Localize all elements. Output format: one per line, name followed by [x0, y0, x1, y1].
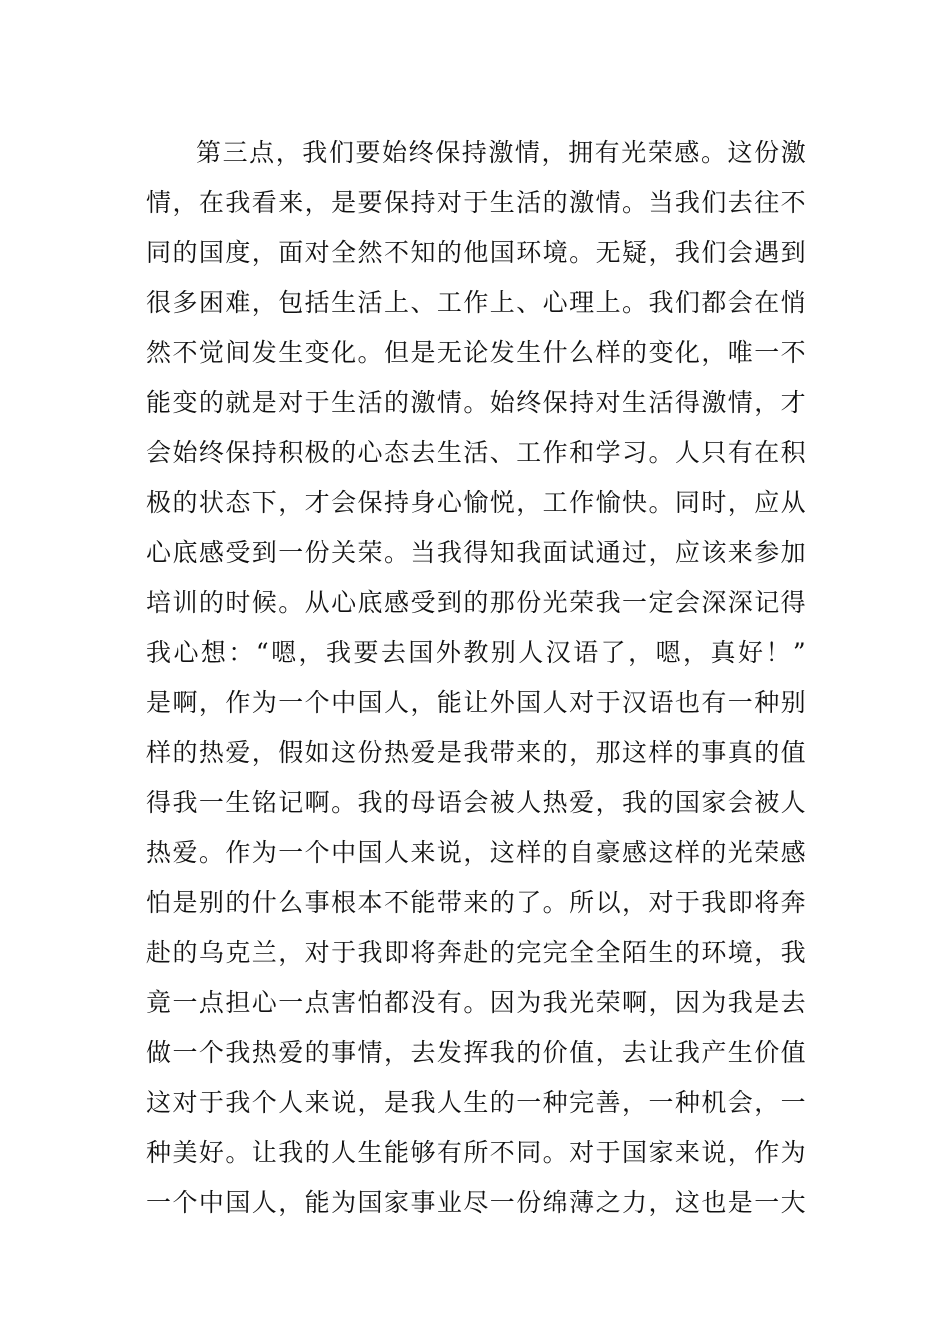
text-line: 培训的时候。从心底感受到的那份光荣我一定会深深记得 [146, 588, 806, 617]
text-line: 同的国度，面对全然不知的他国环境。无疑，我们会遇到 [146, 238, 806, 267]
body-paragraph [146, 128, 806, 1228]
text-line: 能变的就是对于生活的激情。始终保持对生活得激情，才 [146, 388, 806, 417]
text-line: 很多困难，包括生活上、工作上、心理上。我们都会在悄 [146, 288, 806, 317]
text-line: 情，在我看来，是要保持对于生活的激情。当我们去往不 [146, 188, 806, 217]
text-line: 一个中国人，能为国家事业尽一份绵薄之力，这也是一大 [146, 1188, 806, 1217]
text-line: 赴的乌克兰，对于我即将奔赴的完完全全陌生的环境，我 [146, 938, 806, 967]
text-line: 我心想：“嗯，我要去国外教别人汉语了，嗯，真好！” [146, 638, 806, 667]
text-line: 心底感受到一份关荣。当我得知我面试通过，应该来参加 [146, 538, 806, 567]
text-line: 怕是别的什么事根本不能带来的了。所以，对于我即将奔 [146, 888, 806, 917]
text-line: 热爱。作为一个中国人来说，这样的自豪感这样的光荣感 [146, 838, 806, 867]
text-line: 然不觉间发生变化。但是无论发生什么样的变化，唯一不 [146, 338, 806, 367]
text-line: 种美好。让我的人生能够有所不同。对于国家来说，作为 [146, 1138, 806, 1167]
text-line: 是啊，作为一个中国人，能让外国人对于汉语也有一种别 [146, 688, 806, 717]
text-line: 第三点，我们要始终保持激情，拥有光荣感。这份激 [196, 138, 806, 167]
text-line: 竟一点担心一点害怕都没有。因为我光荣啊，因为我是去 [146, 988, 806, 1017]
text-line: 极的状态下，才会保持身心愉悦，工作愉快。同时，应从 [146, 488, 806, 517]
text-line: 这对于我个人来说，是我人生的一种完善，一种机会，一 [146, 1088, 806, 1117]
text-line: 会始终保持积极的心态去生活、工作和学习。人只有在积 [146, 438, 806, 467]
text-line: 得我一生铭记啊。我的母语会被人热爱，我的国家会被人 [146, 788, 806, 817]
text-line: 样的热爱，假如这份热爱是我带来的，那这样的事真的值 [146, 738, 806, 767]
text-line: 做一个我热爱的事情，去发挥我的价值，去让我产生价值 [146, 1038, 806, 1067]
